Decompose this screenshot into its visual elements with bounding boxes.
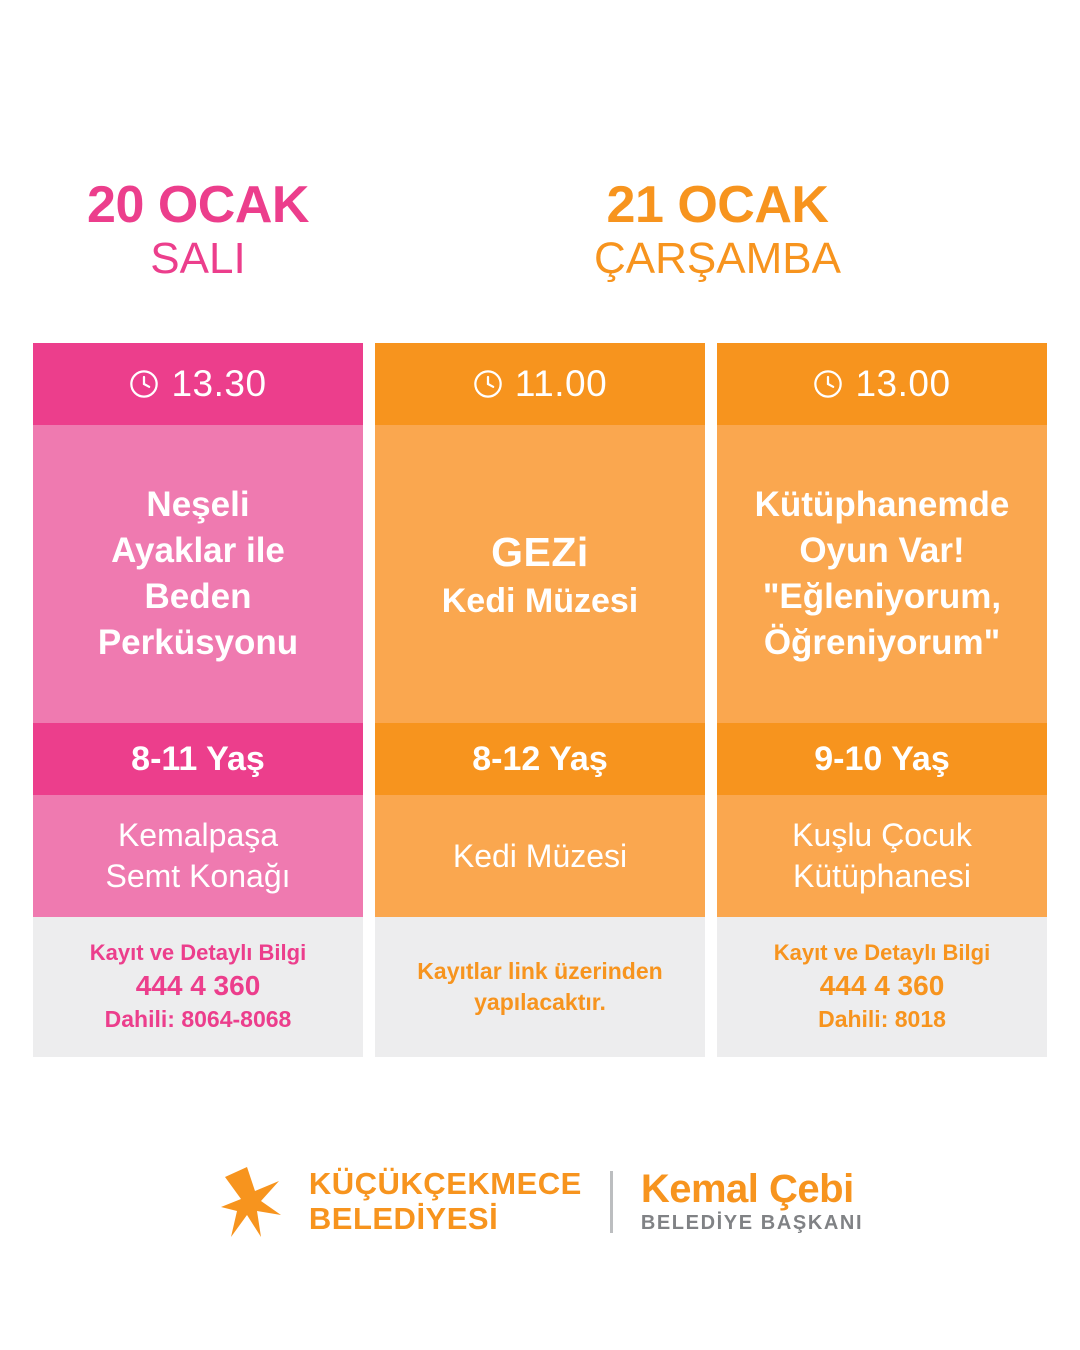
event-title-line: Ayaklar ile [111,530,285,570]
event-title-box [375,425,705,723]
event-info-label: Kayıt ve Detaylı Bilgi [773,939,991,965]
event-title-line: "Eğleniyorum, [762,577,1002,616]
event-place [375,795,705,917]
event-title-line: Oyun Var! [799,530,965,570]
event-card [717,343,1047,1057]
event-info-box [717,917,1047,1057]
event-title-sub: Kedi Müzesi [441,581,639,620]
event-age-range: 9-10 Yaş [717,723,1047,795]
event-time: 11.00 [514,363,608,404]
event-card [375,343,705,1057]
event-info-note: Kayıtlar link üzerinden yapılacaktır. [417,957,663,1015]
day-name: ÇARŞAMBA [594,233,841,283]
event-info-box [33,917,363,1057]
event-time: 13.00 [855,363,951,404]
event-place-line: Kütüphanesi [793,858,971,894]
day-name: SALI [150,233,246,283]
municipality-line1: KÜÇÜKÇEKMECE [308,1166,582,1202]
event-time-bar [33,343,363,425]
event-title-line: Öğreniyorum" [763,623,1001,663]
event-age-range: 8-11 Yaş [33,723,363,795]
event-title-box [717,425,1047,723]
event-cards [33,343,1048,1057]
day-date: 21 OCAK [606,176,829,234]
municipality-name [309,1167,582,1236]
footer-branding [0,1165,1080,1239]
event-place-line: Kemalpaşa [117,817,279,854]
event-time-bar [375,343,705,425]
event-card [33,343,363,1057]
clock-icon [129,369,159,399]
event-title-main: GEZi [491,528,589,575]
event-place [717,795,1047,917]
footer-divider [610,1171,613,1233]
event-place-line: Semt Konağı [105,858,291,894]
clock-icon [813,369,843,399]
event-time: 13.30 [171,363,267,404]
event-info-phone: 444 4 360 [135,970,261,1002]
event-place-line: Kedi Müzesi [452,837,628,874]
event-age-range: 8-12 Yaş [375,723,705,795]
mayor-title: BELEDİYE BAŞKANI [640,1212,864,1234]
day-headers [0,178,1080,308]
event-info-extension: Dahili: 8018 [818,1006,946,1033]
event-info-extension: Dahili: 8064-8068 [104,1006,292,1033]
event-time-bar [717,343,1047,425]
day-header-20-ocak [33,178,363,283]
event-info-label: Kayıt ve Detaylı Bilgi [89,939,307,965]
event-title-line: Kütüphanemde [754,484,1010,524]
mayor-name: Kemal Çebi [640,1167,854,1211]
day-header-21-ocak [375,178,1060,283]
municipality-line2: BELEDİYESİ [308,1201,499,1236]
event-info-box [375,917,705,1057]
event-title-line: Perküsyonu [97,623,299,663]
clock-icon [473,369,503,399]
mayor-block [641,1168,863,1236]
star-logo-icon [217,1165,289,1239]
event-title-line: Neşeli [146,484,250,524]
event-info-phone: 444 4 360 [819,970,945,1002]
day-date: 20 OCAK [87,176,309,234]
event-place-line: Kuşlu Çocuk [792,817,972,854]
event-title-line: Beden [144,577,252,616]
event-place [33,795,363,917]
event-title-box [33,425,363,723]
